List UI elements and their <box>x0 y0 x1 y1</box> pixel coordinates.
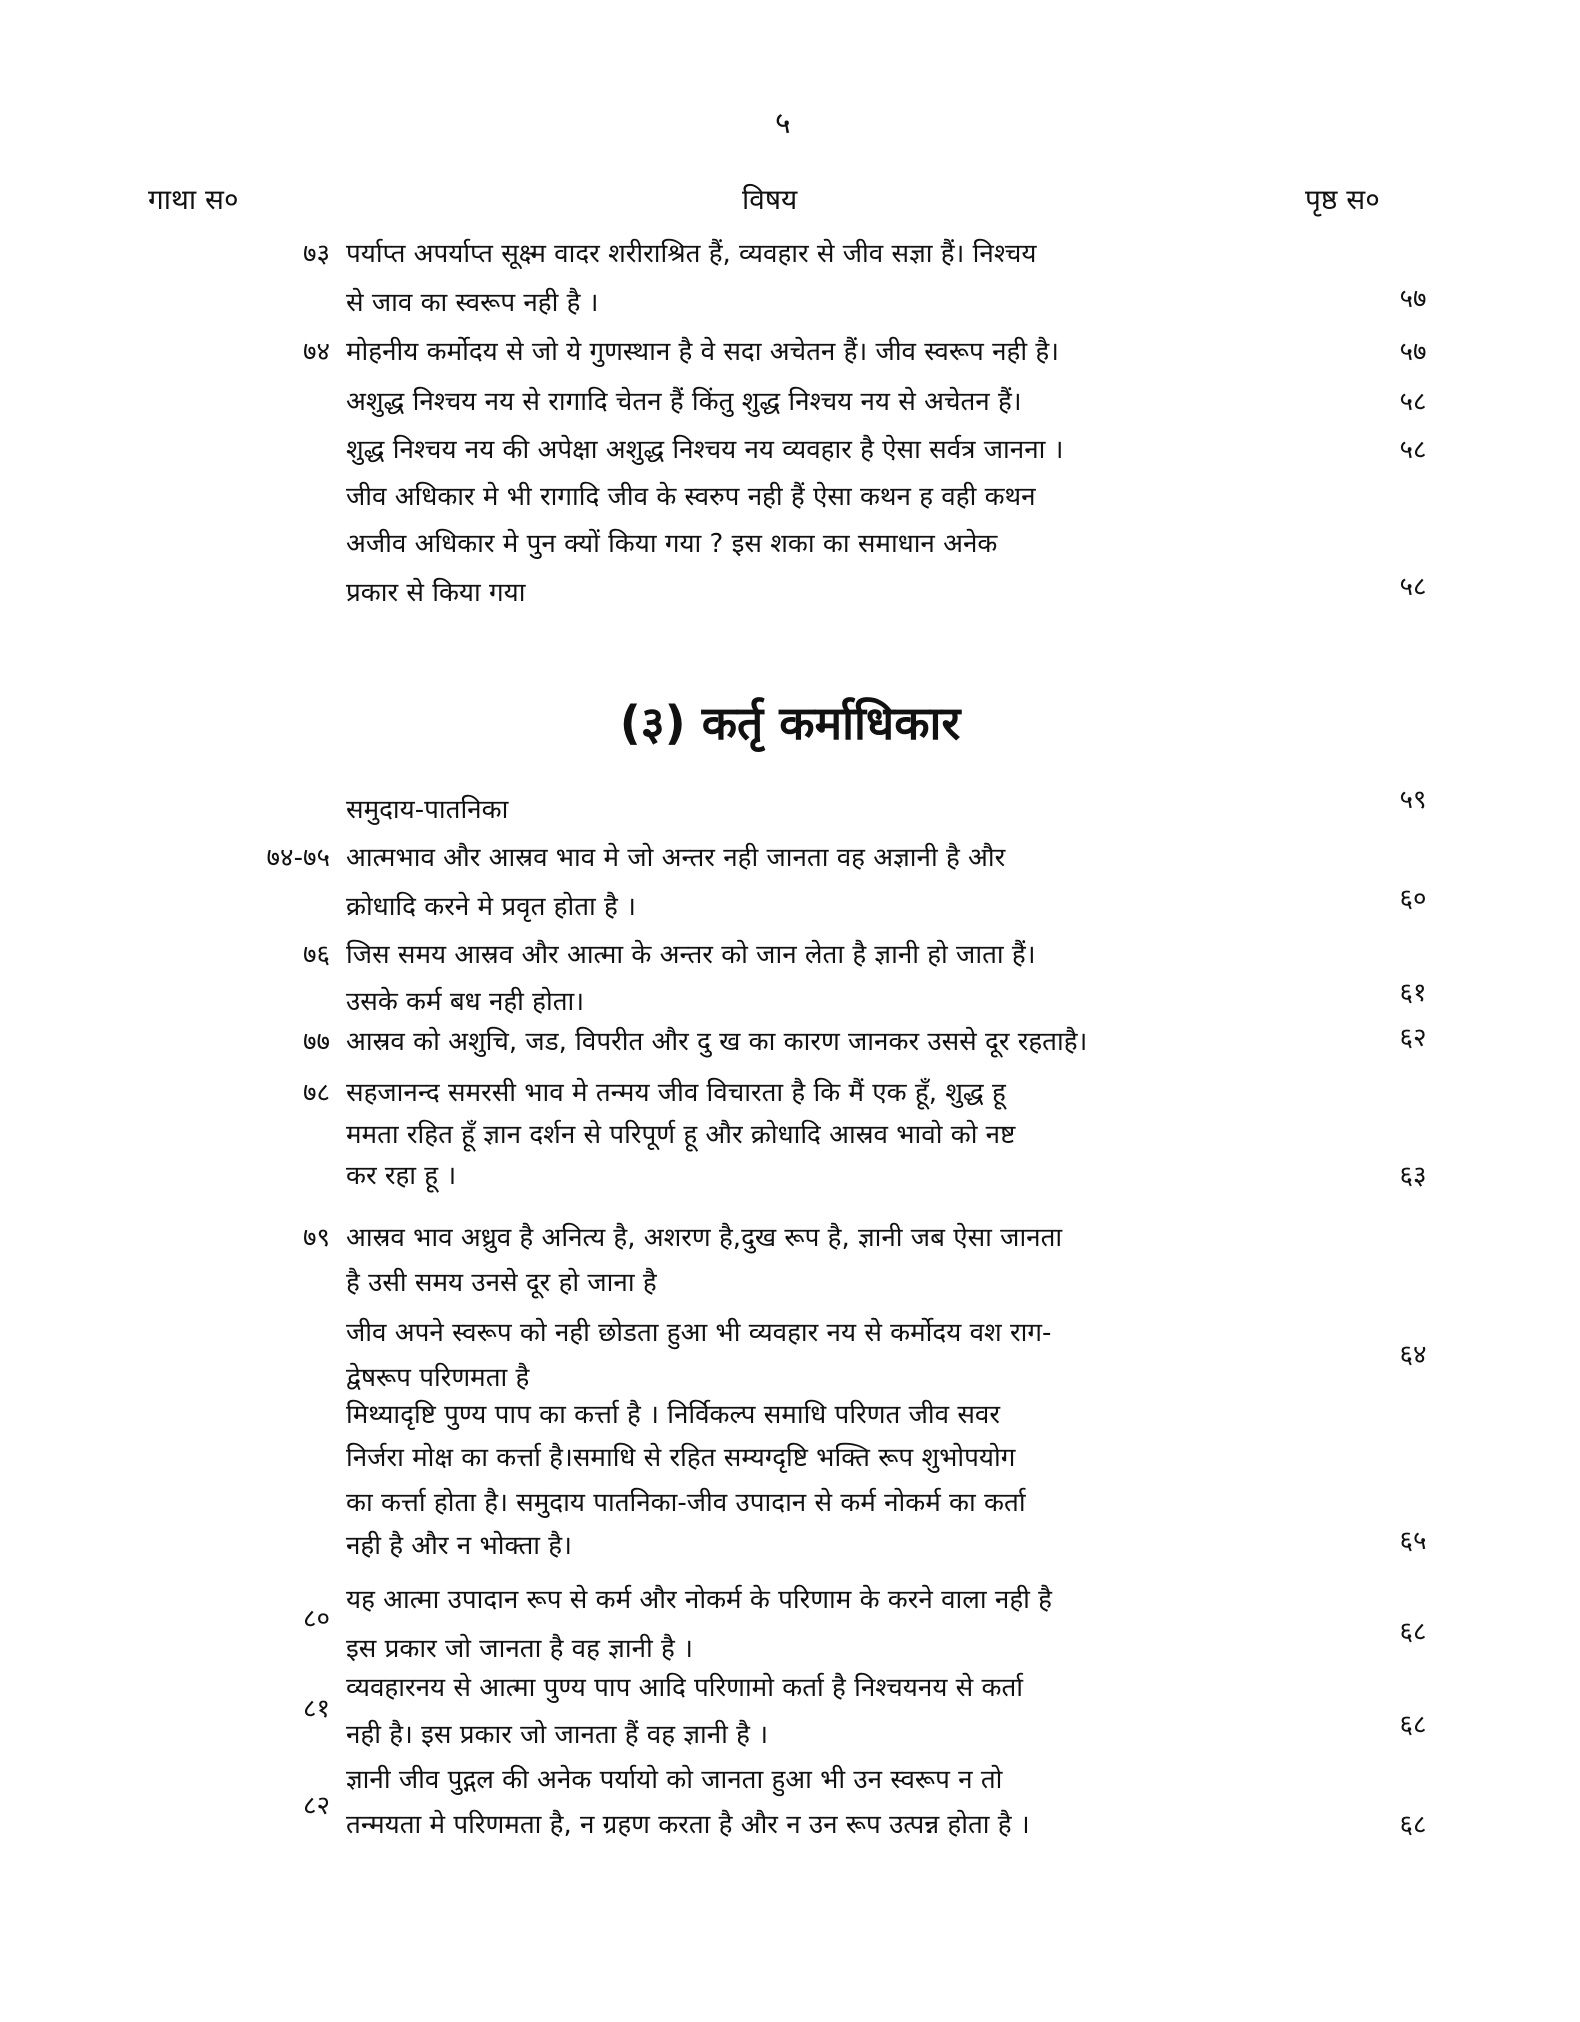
page-ref: ५९ <box>1399 785 1427 815</box>
entry-line: आस्रव को अशुचि, जड, विपरीत और दु ख का कारण जानकर उससे दूर रहताहै। <box>346 1027 1088 1057</box>
page-ref: ५८ <box>1399 572 1427 602</box>
entry-line: ज्ञानी जीव पुद्गल की अनेक पर्यायो को जानता हुआ भी उन स्वरूप न तो <box>346 1765 1003 1795</box>
page-ref: ५८ <box>1399 435 1427 465</box>
entry-line: अजीव अधिकार मे पुन क्यों किया गया ? इस शका का समाधान अनेक <box>346 529 998 559</box>
entry-line: पर्याप्त अपर्याप्त सूक्ष्म वादर शरीराश्रित हैं, व्यवहार से जीव सज्ञा हैं। निश्चय <box>346 239 1037 269</box>
page-ref: ५७ <box>1399 284 1427 314</box>
page-ref: ६८ <box>1399 1710 1427 1740</box>
entry-line: का कर्त्ता होता है। समुदाय पातनिका-जीव उपादान से कर्म नोकर्म का कर्ता <box>346 1488 1026 1518</box>
entry-line: जीव अपने स्वरूप को नही छोडता हुआ भी व्यवहार नय से कर्मोदय वश राग- <box>346 1318 1052 1348</box>
entry-line: मोहनीय कर्मोदय से जो ये गुणस्थान है वे सदा अचेतन हैं। जीव स्वरूप नही है। <box>346 337 1059 367</box>
gatha-number: ८२ <box>302 1791 330 1821</box>
page-ref: ५८ <box>1399 387 1427 417</box>
entry-line: प्रकार से किया गया <box>346 578 526 608</box>
entry-line: क्रोधादि करने मे प्रवृत होता है । <box>346 892 636 922</box>
entry-line: ममता रहित हूँ ज्ञान दर्शन से परिपूर्ण हू और क्रोधादि आस्रव भावो को नष्ट <box>346 1120 1016 1150</box>
entry-line: द्वेषरूप परिणमता है <box>346 1363 530 1393</box>
gatha-number: ७६ <box>302 940 330 970</box>
page-number: ५ <box>775 106 791 141</box>
entry-line: तन्मयता मे परिणमता है, न ग्रहण करता है और न उन रूप उत्पन्न होता है । <box>346 1810 1030 1840</box>
gatha-number: ७४ <box>302 337 330 367</box>
entry-line: सहजानन्द समरसी भाव मे तन्मय जीव विचारता है कि मैं एक हूँ, शुद्ध हू <box>346 1078 1006 1108</box>
gatha-number: ७७ <box>302 1027 330 1057</box>
entry-line: जीव अधिकार मे भी रागादि जीव के स्वरुप नही हैं ऐसा कथन ह वही कथन <box>346 482 1036 512</box>
entry-line: इस प्रकार जो जानता है वह ज्ञानी है । <box>346 1634 693 1664</box>
page-ref: ५७ <box>1399 337 1427 367</box>
column-header-subject: विषय <box>742 183 798 216</box>
gatha-number: ८० <box>302 1604 330 1634</box>
page-ref: ६० <box>1399 884 1427 914</box>
entry-line: आत्मभाव और आस्रव भाव मे जो अन्तर नही जानता वह अज्ञानी है और <box>346 843 1006 873</box>
section-title: (३) कर्तृ कर्माधिकार <box>619 696 961 750</box>
entry-line: नही है और न भोक्ता है। <box>346 1531 572 1561</box>
entry-line: आस्रव भाव अध्रुव है अनित्य है, अशरण है,दुख रूप है, ज्ञानी जब ऐसा जानता <box>346 1223 1063 1253</box>
column-header-gatha: गाथा स० <box>148 183 239 216</box>
entry-line: नही है। इस प्रकार जो जानता हैं वह ज्ञानी है । <box>346 1720 769 1750</box>
entry-line: यह आत्मा उपादान रूप से कर्म और नोकर्म के परिणाम के करने वाला नही है <box>346 1585 1052 1615</box>
gatha-number: ७९ <box>302 1223 330 1253</box>
page-ref: ६१ <box>1399 978 1427 1008</box>
gatha-number: ७४-७५ <box>266 843 330 873</box>
entry-line: समुदाय-पातनिका <box>346 795 509 825</box>
page-ref: ६२ <box>1399 1023 1427 1053</box>
entry-line: अशुद्ध निश्चय नय से रागादि चेतन हैं किंतु शुद्ध निश्चय नय से अचेतन हैं। <box>346 387 1022 417</box>
page-ref: ६८ <box>1399 1617 1427 1647</box>
gatha-number: ७३ <box>302 239 330 269</box>
page-ref: ६५ <box>1399 1526 1427 1556</box>
entry-line: है उसी समय उनसे दूर हो जाना है <box>346 1268 657 1298</box>
gatha-number: ८१ <box>302 1694 330 1724</box>
entry-line: व्यवहारनय से आत्मा पुण्य पाप आदि परिणामो कर्ता है निश्चयनय से कर्ता <box>346 1673 1024 1703</box>
entry-line: कर रहा हू । <box>346 1161 457 1191</box>
gatha-number: ७८ <box>302 1078 330 1108</box>
entry-line: से जाव का स्वरूप नही है । <box>346 288 599 318</box>
column-header-page: पृष्ठ स० <box>1305 183 1380 216</box>
entry-line: मिथ्यादृष्टि पुण्य पाप का कर्त्ता है । निर्विकल्प समाधि परिणत जीव सवर <box>346 1400 1000 1430</box>
page-ref: ६४ <box>1399 1340 1427 1370</box>
entry-line: शुद्ध निश्चय नय की अपेक्षा अशुद्ध निश्चय नय व्यवहार है ऐसा सर्वत्र जानना । <box>346 435 1064 465</box>
entry-line: उसके कर्म बध नही होता। <box>346 987 585 1017</box>
entry-line: निर्जरा मोक्ष का कर्त्ता है।समाधि से रहित सम्यग्दृष्टि भक्ति रूप शुभोपयोग <box>346 1443 1016 1473</box>
page-ref: ६८ <box>1399 1810 1427 1840</box>
page-ref: ६३ <box>1399 1161 1427 1191</box>
entry-line: जिस समय आस्रव और आत्मा के अन्तर को जान लेता है ज्ञानी हो जाता हैं। <box>346 940 1036 970</box>
